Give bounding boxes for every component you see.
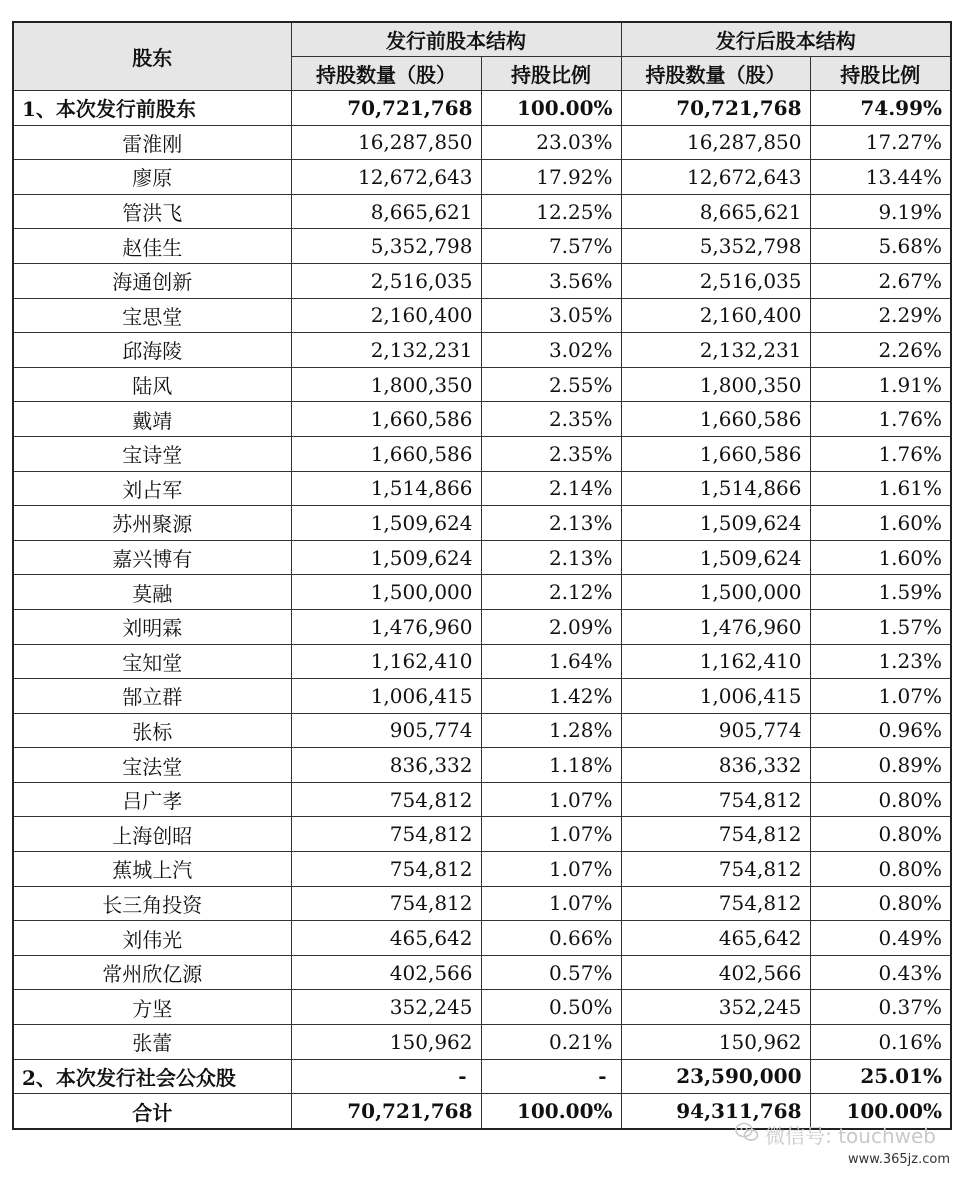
shareholder-name-cell: 管洪飞 [13, 194, 291, 229]
after-qty-cell: 1,162,410 [621, 644, 810, 679]
after-ratio-cell: 25.01% [810, 1059, 951, 1094]
shareholder-name-cell: 赵佳生 [13, 229, 291, 264]
table-row [13, 852, 951, 887]
after-ratio-cell: 0.80% [810, 782, 951, 817]
before-qty-cell: 402,566 [291, 955, 481, 990]
table-row [13, 125, 951, 160]
before-ratio-cell: 2.13% [481, 540, 621, 575]
after-qty-cell: 1,509,624 [621, 540, 810, 575]
before-qty-cell: 70,721,768 [291, 91, 481, 126]
table-row [13, 367, 951, 402]
shareholder-name-cell: 郜立群 [13, 679, 291, 714]
shareholder-name-cell: 张标 [13, 713, 291, 748]
table-row [13, 229, 951, 264]
before-ratio-cell: 2.35% [481, 436, 621, 471]
before-qty-cell: 12,672,643 [291, 160, 481, 195]
before-qty-cell: 70,721,768 [291, 1094, 481, 1129]
before-qty-cell: 1,509,624 [291, 540, 481, 575]
before-ratio-cell: 2.55% [481, 367, 621, 402]
shareholder-name-cell: 张蕾 [13, 1025, 291, 1060]
after-qty-cell: 16,287,850 [621, 125, 810, 160]
before-ratio-cell: 1.64% [481, 644, 621, 679]
before-qty-cell: 1,514,866 [291, 471, 481, 506]
after-ratio-cell: 1.61% [810, 471, 951, 506]
before-ratio-cell: 3.02% [481, 333, 621, 368]
before-qty-cell: 1,800,350 [291, 367, 481, 402]
watermark-text: 微信号: touchweb [765, 1124, 936, 1148]
after-ratio-cell: 0.37% [810, 990, 951, 1025]
group-label: 1、本次发行前股东 [13, 91, 291, 126]
after-qty-cell: 23,590,000 [621, 1059, 810, 1094]
before-qty-cell: 1,509,624 [291, 506, 481, 541]
before-qty-cell: 1,660,586 [291, 402, 481, 437]
before-ratio-cell: 1.07% [481, 852, 621, 887]
header-before-ratio: 持股比例 [481, 57, 621, 91]
before-qty-cell: 2,516,035 [291, 263, 481, 298]
before-ratio-cell: 0.21% [481, 1025, 621, 1060]
table-row [13, 679, 951, 714]
table-row [13, 575, 951, 610]
header-before-qty: 持股数量（股） [291, 57, 481, 91]
before-qty-cell: 754,812 [291, 817, 481, 852]
after-qty-cell: 754,812 [621, 782, 810, 817]
after-ratio-cell: 5.68% [810, 229, 951, 264]
table-row [13, 955, 951, 990]
table-row [13, 748, 951, 783]
table-row [13, 644, 951, 679]
shareholder-name-cell: 宝诗堂 [13, 436, 291, 471]
before-qty-cell: 1,476,960 [291, 609, 481, 644]
after-qty-cell: 12,672,643 [621, 160, 810, 195]
before-ratio-cell: 2.14% [481, 471, 621, 506]
shareholder-name-cell: 廖原 [13, 160, 291, 195]
before-ratio-cell: 100.00% [481, 91, 621, 126]
table-row [13, 1025, 951, 1060]
after-qty-cell: 754,812 [621, 852, 810, 887]
after-qty-cell: 754,812 [621, 886, 810, 921]
before-ratio-cell: 1.28% [481, 713, 621, 748]
group-row-public-shares [13, 1059, 951, 1094]
before-ratio-cell: 0.57% [481, 955, 621, 990]
shareholder-name-cell: 宝思堂 [13, 298, 291, 333]
after-ratio-cell: 1.76% [810, 436, 951, 471]
after-ratio-cell: 74.99% [810, 91, 951, 126]
shareholder-name-cell: 宝法堂 [13, 748, 291, 783]
after-qty-cell: 1,476,960 [621, 609, 810, 644]
after-ratio-cell: 2.67% [810, 263, 951, 298]
shareholder-name-cell: 海通创新 [13, 263, 291, 298]
shareholder-name-cell: 刘占军 [13, 471, 291, 506]
after-ratio-cell: 1.76% [810, 402, 951, 437]
after-qty-cell: 1,006,415 [621, 679, 810, 714]
after-qty-cell: 1,514,866 [621, 471, 810, 506]
after-ratio-cell: 17.27% [810, 125, 951, 160]
after-qty-cell: 8,665,621 [621, 194, 810, 229]
table-row [13, 471, 951, 506]
before-ratio-cell: 0.50% [481, 990, 621, 1025]
after-ratio-cell: 0.96% [810, 713, 951, 748]
before-qty-cell: 16,287,850 [291, 125, 481, 160]
after-ratio-cell: 0.49% [810, 921, 951, 956]
header-after-ratio: 持股比例 [810, 57, 951, 91]
shareholder-name-cell: 雷淮刚 [13, 125, 291, 160]
shareholder-name-cell: 长三角投资 [13, 886, 291, 921]
after-qty-cell: 2,132,231 [621, 333, 810, 368]
before-qty-cell: 2,132,231 [291, 333, 481, 368]
header-after-structure: 发行后股本结构 [621, 22, 951, 57]
after-ratio-cell: 2.26% [810, 333, 951, 368]
after-qty-cell: 465,642 [621, 921, 810, 956]
site-url: www.365jz.com [848, 1152, 950, 1167]
after-qty-cell: 352,245 [621, 990, 810, 1025]
wechat-watermark [735, 1120, 936, 1149]
after-ratio-cell: 0.16% [810, 1025, 951, 1060]
before-qty-cell: 2,160,400 [291, 298, 481, 333]
table-row [13, 817, 951, 852]
before-qty-cell: - [291, 1059, 481, 1094]
before-qty-cell: 754,812 [291, 782, 481, 817]
after-qty-cell: 1,660,586 [621, 402, 810, 437]
after-qty-cell: 754,812 [621, 817, 810, 852]
before-ratio-cell: 2.13% [481, 506, 621, 541]
shareholder-name-cell: 戴靖 [13, 402, 291, 437]
before-ratio-cell: 2.09% [481, 609, 621, 644]
before-qty-cell: 5,352,798 [291, 229, 481, 264]
after-ratio-cell: 100.00% [810, 1094, 951, 1129]
after-ratio-cell: 13.44% [810, 160, 951, 195]
before-ratio-cell: - [481, 1059, 621, 1094]
before-ratio-cell: 1.07% [481, 817, 621, 852]
shareholder-name-cell: 莫融 [13, 575, 291, 610]
after-ratio-cell: 9.19% [810, 194, 951, 229]
after-qty-cell: 5,352,798 [621, 229, 810, 264]
table-row [13, 540, 951, 575]
table-row [13, 263, 951, 298]
table-row [13, 921, 951, 956]
before-ratio-cell: 7.57% [481, 229, 621, 264]
shareholder-name-cell: 陆风 [13, 367, 291, 402]
after-qty-cell: 402,566 [621, 955, 810, 990]
after-ratio-cell: 0.80% [810, 852, 951, 887]
after-ratio-cell: 0.43% [810, 955, 951, 990]
before-qty-cell: 1,006,415 [291, 679, 481, 714]
table-row [13, 609, 951, 644]
header-after-qty: 持股数量（股） [621, 57, 810, 91]
before-ratio-cell: 1.42% [481, 679, 621, 714]
before-qty-cell: 1,500,000 [291, 575, 481, 610]
table-row [13, 160, 951, 195]
after-qty-cell: 94,311,768 [621, 1094, 810, 1129]
before-ratio-cell: 2.12% [481, 575, 621, 610]
shareholder-name-cell: 苏州聚源 [13, 506, 291, 541]
shareholder-name-cell: 常州欣亿源 [13, 955, 291, 990]
after-qty-cell: 2,516,035 [621, 263, 810, 298]
table-row [13, 506, 951, 541]
after-ratio-cell: 0.80% [810, 886, 951, 921]
table-row [13, 886, 951, 921]
before-ratio-cell: 3.05% [481, 298, 621, 333]
before-ratio-cell: 100.00% [481, 1094, 621, 1129]
before-qty-cell: 754,812 [291, 852, 481, 887]
shareholder-name-cell: 邱海陵 [13, 333, 291, 368]
before-ratio-cell: 23.03% [481, 125, 621, 160]
after-ratio-cell: 0.80% [810, 817, 951, 852]
before-ratio-cell: 2.35% [481, 402, 621, 437]
table-row [13, 298, 951, 333]
after-ratio-cell: 1.57% [810, 609, 951, 644]
shareholder-name-cell: 宝知堂 [13, 644, 291, 679]
after-ratio-cell: 0.89% [810, 748, 951, 783]
before-ratio-cell: 1.07% [481, 886, 621, 921]
after-qty-cell: 905,774 [621, 713, 810, 748]
after-qty-cell: 1,800,350 [621, 367, 810, 402]
after-ratio-cell: 2.29% [810, 298, 951, 333]
table-row [13, 194, 951, 229]
table-row [13, 436, 951, 471]
after-ratio-cell: 1.59% [810, 575, 951, 610]
before-qty-cell: 1,162,410 [291, 644, 481, 679]
after-ratio-cell: 1.60% [810, 540, 951, 575]
header-before-structure: 发行前股本结构 [291, 22, 621, 57]
shareholding-table [12, 21, 952, 1130]
after-ratio-cell: 1.91% [810, 367, 951, 402]
table-row [13, 782, 951, 817]
shareholder-name-cell: 刘明霖 [13, 609, 291, 644]
before-ratio-cell: 1.07% [481, 782, 621, 817]
table-row [13, 713, 951, 748]
shareholder-name-cell: 吕广孝 [13, 782, 291, 817]
before-ratio-cell: 1.18% [481, 748, 621, 783]
after-qty-cell: 150,962 [621, 1025, 810, 1060]
before-ratio-cell: 0.66% [481, 921, 621, 956]
shareholder-name-cell: 上海创昭 [13, 817, 291, 852]
table-row [13, 990, 951, 1025]
group-label: 2、本次发行社会公众股 [13, 1059, 291, 1094]
shareholder-name-cell: 方坚 [13, 990, 291, 1025]
after-qty-cell: 836,332 [621, 748, 810, 783]
shareholder-name-cell: 蕉城上汽 [13, 852, 291, 887]
before-qty-cell: 465,642 [291, 921, 481, 956]
before-ratio-cell: 3.56% [481, 263, 621, 298]
before-qty-cell: 352,245 [291, 990, 481, 1025]
header-shareholder: 股东 [13, 22, 291, 91]
before-qty-cell: 8,665,621 [291, 194, 481, 229]
before-ratio-cell: 12.25% [481, 194, 621, 229]
after-ratio-cell: 1.23% [810, 644, 951, 679]
after-qty-cell: 1,500,000 [621, 575, 810, 610]
wechat-icon [735, 1122, 759, 1147]
shareholder-name-cell: 刘伟光 [13, 921, 291, 956]
group-row-pre-issue [13, 91, 951, 126]
after-qty-cell: 70,721,768 [621, 91, 810, 126]
after-qty-cell: 1,509,624 [621, 506, 810, 541]
before-ratio-cell: 17.92% [481, 160, 621, 195]
shareholder-name-cell: 嘉兴博有 [13, 540, 291, 575]
after-ratio-cell: 1.07% [810, 679, 951, 714]
before-qty-cell: 754,812 [291, 886, 481, 921]
before-qty-cell: 905,774 [291, 713, 481, 748]
before-qty-cell: 836,332 [291, 748, 481, 783]
before-qty-cell: 1,660,586 [291, 436, 481, 471]
total-label: 合计 [13, 1094, 291, 1129]
table-row [13, 402, 951, 437]
after-qty-cell: 2,160,400 [621, 298, 810, 333]
after-ratio-cell: 1.60% [810, 506, 951, 541]
after-qty-cell: 1,660,586 [621, 436, 810, 471]
before-qty-cell: 150,962 [291, 1025, 481, 1060]
table-row [13, 333, 951, 368]
